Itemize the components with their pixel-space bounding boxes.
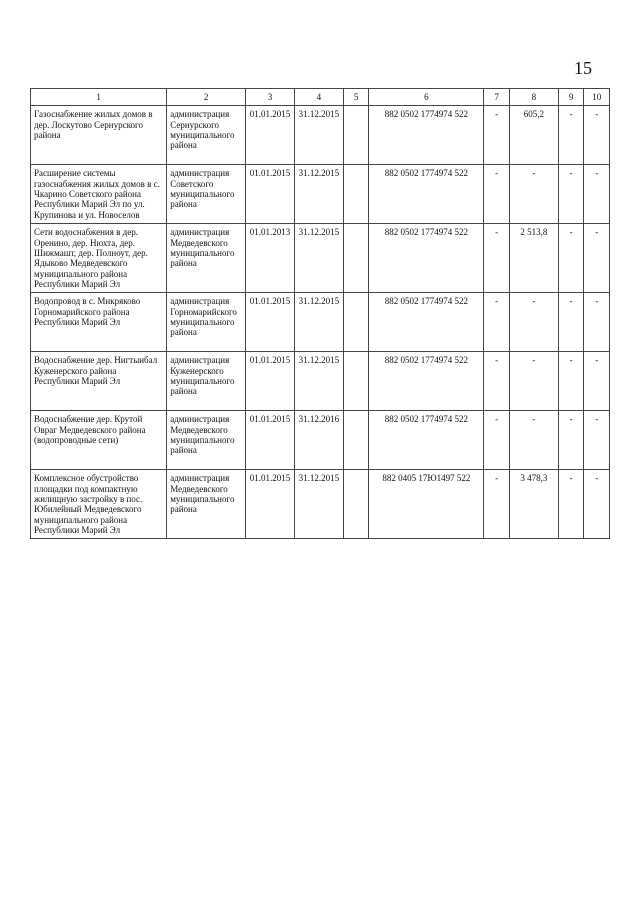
col5-cell <box>343 352 369 411</box>
column-header-6: 6 <box>369 89 484 106</box>
column-header-9: 9 <box>558 89 584 106</box>
end-date-cell: 31.12.2016 <box>294 411 343 470</box>
col10-cell: - <box>584 224 610 293</box>
col9-cell: - <box>558 293 584 352</box>
col8-cell: - <box>509 293 558 352</box>
col9-cell: - <box>558 470 584 539</box>
col7-cell: - <box>484 352 510 411</box>
col5-cell <box>343 165 369 224</box>
col5-cell <box>343 293 369 352</box>
customer-cell: администрация Горномарийского муниципального района <box>167 293 246 352</box>
start-date-cell: 01.01.2015 <box>245 470 294 539</box>
col10-cell: - <box>584 352 610 411</box>
col8-cell: - <box>509 352 558 411</box>
column-header-10: 10 <box>584 89 610 106</box>
col7-cell: - <box>484 411 510 470</box>
budget-code-cell: 882 0502 1774974 522 <box>369 106 484 165</box>
end-date-cell: 31.12.2015 <box>294 470 343 539</box>
budget-code-cell: 882 0502 1774974 522 <box>369 224 484 293</box>
table-row <box>31 352 610 411</box>
col7-cell: - <box>484 106 510 165</box>
col10-cell: - <box>584 470 610 539</box>
table-row <box>31 293 610 352</box>
col10-cell: - <box>584 411 610 470</box>
col7-cell: - <box>484 293 510 352</box>
col9-cell: - <box>558 352 584 411</box>
col7-cell: - <box>484 224 510 293</box>
start-date-cell: 01.01.2013 <box>245 224 294 293</box>
col8-cell: 2 513,8 <box>509 224 558 293</box>
end-date-cell: 31.12.2015 <box>294 352 343 411</box>
col10-cell: - <box>584 293 610 352</box>
column-header-5: 5 <box>343 89 369 106</box>
budget-code-cell: 882 0405 17Ю1497 522 <box>369 470 484 539</box>
start-date-cell: 01.01.2015 <box>245 165 294 224</box>
page-number: 15 <box>574 58 592 78</box>
table-row <box>31 411 610 470</box>
customer-cell: администрация Медведевского муниципального района <box>167 411 246 470</box>
column-header-7: 7 <box>484 89 510 106</box>
col10-cell: - <box>584 106 610 165</box>
column-header-8: 8 <box>509 89 558 106</box>
col9-cell: - <box>558 224 584 293</box>
column-header-1: 1 <box>31 89 167 106</box>
document-table-container <box>30 88 610 539</box>
object-name-cell: Водоснабжение дер. Крутой Овраг Медведевского района (водопроводные сети) <box>31 411 167 470</box>
col8-cell: 3 478,3 <box>509 470 558 539</box>
object-name-cell: Газоснабжение жилых домов в дер. Лоскутово Сернурского района <box>31 106 167 165</box>
end-date-cell: 31.12.2015 <box>294 106 343 165</box>
end-date-cell: 31.12.2015 <box>294 165 343 224</box>
col5-cell <box>343 411 369 470</box>
object-name-cell: Водоснабжение дер. Нигтыибал Куженерского района Республики Марий Эл <box>31 352 167 411</box>
col10-cell: - <box>584 165 610 224</box>
budget-code-cell: 882 0502 1774974 522 <box>369 293 484 352</box>
customer-cell: администрация Медведевского муниципального района <box>167 224 246 293</box>
column-header-4: 4 <box>294 89 343 106</box>
start-date-cell: 01.01.2015 <box>245 293 294 352</box>
table-header-row <box>31 89 610 106</box>
col9-cell: - <box>558 411 584 470</box>
col9-cell: - <box>558 106 584 165</box>
customer-cell: администрация Советского муниципального района <box>167 165 246 224</box>
col9-cell: - <box>558 165 584 224</box>
col5-cell <box>343 470 369 539</box>
document-table <box>30 88 610 539</box>
object-name-cell: Сети водоснабжения в дер. Оренино, дер. Нюхта, дер. Шижмашт, дер. Полноут, дер. Ядыково Медведевского муниципального района Республики Марий Эл <box>31 224 167 293</box>
table-row <box>31 165 610 224</box>
end-date-cell: 31.12.2015 <box>294 293 343 352</box>
customer-cell: администрация Сернурского муниципального района <box>167 106 246 165</box>
table-row <box>31 224 610 293</box>
end-date-cell: 31.12.2015 <box>294 224 343 293</box>
col8-cell: 605,2 <box>509 106 558 165</box>
col7-cell: - <box>484 470 510 539</box>
object-name-cell: Водопровод в с. Микряково Горномарийского района Республики Марий Эл <box>31 293 167 352</box>
start-date-cell: 01.01.2015 <box>245 106 294 165</box>
object-name-cell: Расширение системы газоснабжения жилых домов в с. Чкарино Советского района Республики Марий Эл по ул. Крупинова и ул. Новоселов <box>31 165 167 224</box>
object-name-cell: Комплексное обустройство площадки под компактную жилищную застройку в пос. Юбилейный Медведевского муниципального района Республики Марий Эл <box>31 470 167 539</box>
budget-code-cell: 882 0502 1774974 522 <box>369 352 484 411</box>
table-row <box>31 106 610 165</box>
customer-cell: администрация Медведевского муниципального района <box>167 470 246 539</box>
col8-cell: - <box>509 165 558 224</box>
column-header-2: 2 <box>167 89 246 106</box>
start-date-cell: 01.01.2015 <box>245 411 294 470</box>
column-header-3: 3 <box>245 89 294 106</box>
budget-code-cell: 882 0502 1774974 522 <box>369 165 484 224</box>
table-row <box>31 470 610 539</box>
col5-cell <box>343 106 369 165</box>
budget-code-cell: 882 0502 1774974 522 <box>369 411 484 470</box>
customer-cell: администрация Куженерского муниципального района <box>167 352 246 411</box>
col5-cell <box>343 224 369 293</box>
col7-cell: - <box>484 165 510 224</box>
start-date-cell: 01.01.2015 <box>245 352 294 411</box>
col8-cell: - <box>509 411 558 470</box>
